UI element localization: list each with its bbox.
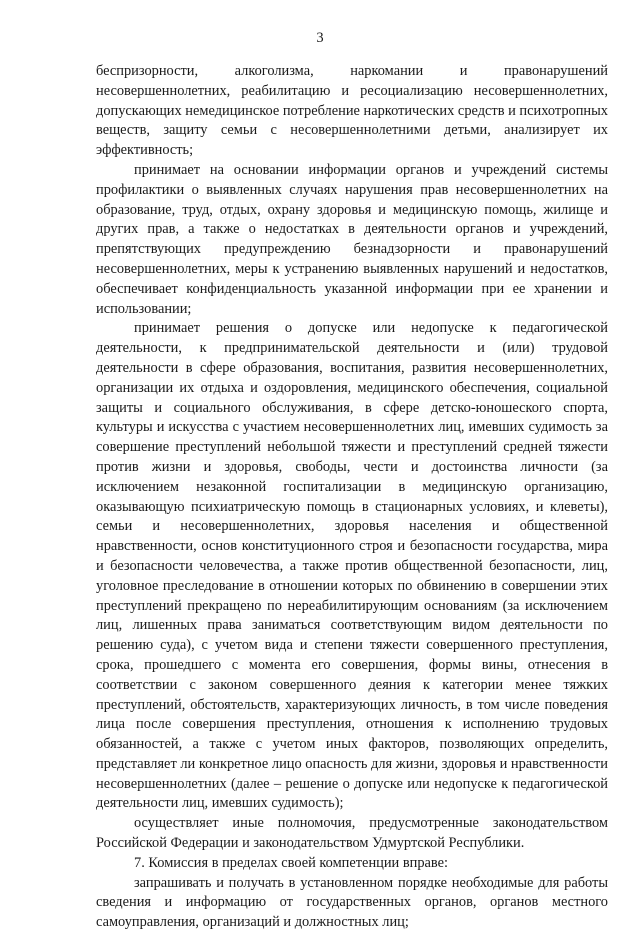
section-heading: 7. Комиссия в пределах своей компетенции вправе: xyxy=(134,854,449,871)
paragraph: принимает решения о допуске или недопуске к педагогической деятельности, к предпринимательской деятельности и (или) трудовой деятельности в сфере образования, воспитания, развития несовершеннолетних, организации их отдыха и оздоровления, медицинского обеспечения, социальной защиты и социального обслуживания, в сфере детско-юношеского спорта, культуры и искусства с участием несовершеннолетних лиц, имевших судимость за совершение преступлений небольшой тяжести и преступлений средней тяжести против жизни и здоровья, свободы, чести и достоинства личности (за исключением незаконной госпитализации в медицинскую организацию, оказывающую психиатрическую помощь в стационарных условиях, и клеветы), семьи и несовершеннолетних, здоровья населения и общественной нравственности, основ конституционного строя и безопасности государства, мира и безопасности человечества, а также против общественной безопасности, лиц, уголовное преследование в отношении которых по обвинению в совершении этих преступлений прекращено по нереабилитирующим основаниям (за исключением лиц, лишенных права заниматься соответствующим видом деятельности по решению суда), с учетом вида и степени тяжести совершенного преступления, срока, прошедшего с момента его совершения, формы вины, отнесения в соответствии с законом совершенного деяния к категории менее тяжких преступлений, обстоятельств, характеризующих личность, в том числе поведения лица после совершения преступления, отношения к исполнению трудовых обязанностей, а также с учетом иных факторов, позволяющих определить, представляет ли конкретное лицо опасность для жизни, здоровья и нравственности несовершеннолетних (далее – решение о допуске или недопуске к педагогической деятельности лиц, имевших судимость); xyxy=(96,320,608,812)
paragraph-continued: беспризорности, алкоголизма, наркомании и правонарушений несовершеннолетних, реабилитацию и ресоциализацию несовершеннолетних, допускающих немедицинское потребление наркотических средств и психотропных веществ, защиту семьи с несовершеннолетними детьми, анализирует их эффективность; xyxy=(96,63,608,159)
paragraph: принимает на основании информации органов и учреждений системы профилактики о выявленных случаях нарушения прав несовершеннолетних на образование, труд, отдых, охрану здоровья и медицинскую помощь, жилище и других прав, а также о недостатках в деятельности органов и учреждений, препятствующих предупреждению безнадзорности и правонарушений несовершеннолетних, меры к устранению выявленных нарушений и недостатков, обеспечивает конфиденциальность указанной информации при ее хранении и использовании; xyxy=(96,161,608,317)
page-number: 3 xyxy=(316,30,324,46)
document-body xyxy=(96,62,608,933)
paragraph: осуществляет иные полномочия, предусмотренные законодательством Российской Федерации и законодательством Удмуртской Республики. xyxy=(96,815,608,852)
paragraph: запрашивать и получать в установленном порядке необходимые для работы сведения и информацию от государственных органов, органов местного самоуправления, организаций и должностных лиц; xyxy=(96,874,608,931)
